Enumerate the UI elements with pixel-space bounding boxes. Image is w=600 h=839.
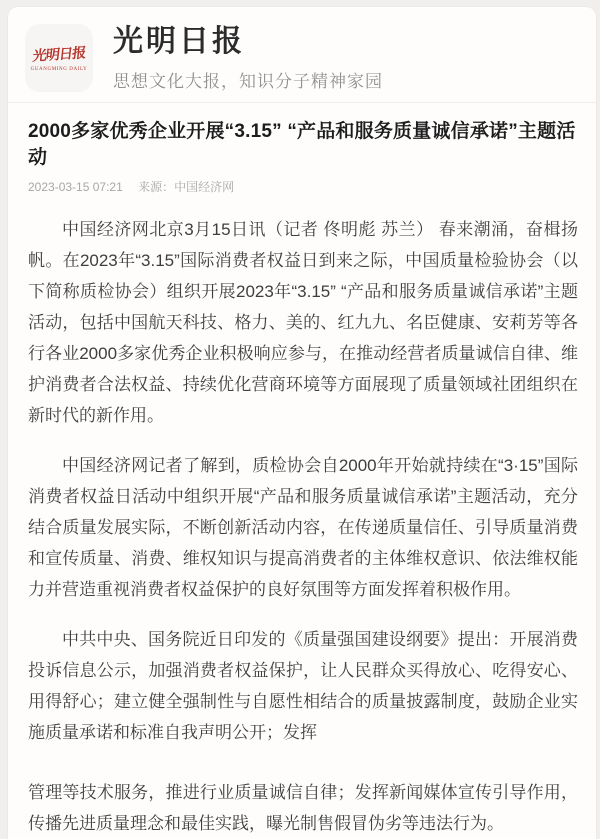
article-paragraph-3: 中共中央、国务院近日印发的《质量强国建设纲要》提出：开展消费投诉信息公示，加强消费者权益保护，让人民群众买得放心、吃得安心、用得舒心；建立健全强制性与自愿性相结合的质量披露制度，鼓励企业实施质量承诺和标准自我声明公开；发挥: [28, 630, 578, 743]
publication-title: 光明日报: [113, 24, 245, 58]
publication-slogan: 思想文化大报，知识分子精神家园: [113, 71, 383, 91]
article-page: [8, 7, 596, 839]
article-title: 2000多家优秀企业开展“3.15” “产品和服务质量诚信承诺”主题活动: [28, 121, 576, 168]
article-meta: [28, 178, 578, 195]
publish-datetime: 2023-03-15 07:21: [28, 180, 123, 195]
app-header: [8, 7, 596, 100]
article-paragraph-2: 中国经济网记者了解到，质检协会自2000年开始就持续在“3·15”国际消费者权益日活动中组织开展“产品和服务质量诚信承诺”主题活动，充分结合质量发展实际，不断创新活动内容，在传递质量信任、引导质量消费和宣传质量、消费、维权知识与提高消费者的主体维权意识、依法维权能力并营造重视消费者权益保护的良好氛围等方面发挥着积极作用。: [28, 456, 578, 600]
publication-header-text: [113, 25, 383, 92]
article-paragraph-4-continuation: 管理等技术服务，推进行业质量诚信自律；发挥新闻媒体宣传引导作用，传播先进质量理念和最佳实践，曝光制售假冒伪劣等违法行为。: [28, 783, 578, 834]
guangming-daily-logo[interactable]: [25, 24, 93, 92]
article-body: [8, 103, 596, 839]
logo-english-text: GUANGMING DAILY: [30, 67, 88, 72]
article-source: 来源：中国经济网: [138, 180, 235, 195]
article-paragraph-1: 中国经济网北京3月15日讯（记者 佟明彪 苏兰） 春来潮涌，奋楫扬帆。在2023年“3.15”国际消费者权益日到来之际，中国质量检验协会（以下简称质检协会）组织开展2023年“3.15” “产品和服务质量诚信承诺”主题活动，包括中国航天科技、格力、美的、红九九、名臣健康、安莉芳等各行各业2000多家优秀企业积极响应参与，在推动经营者质量诚信自律、维护消费者合法权益、持续优化营商环境等方面展现了质量领域社团组织在新时代的新作用。: [28, 220, 578, 426]
logo-calligraphy-text: 光明日报: [31, 46, 86, 65]
